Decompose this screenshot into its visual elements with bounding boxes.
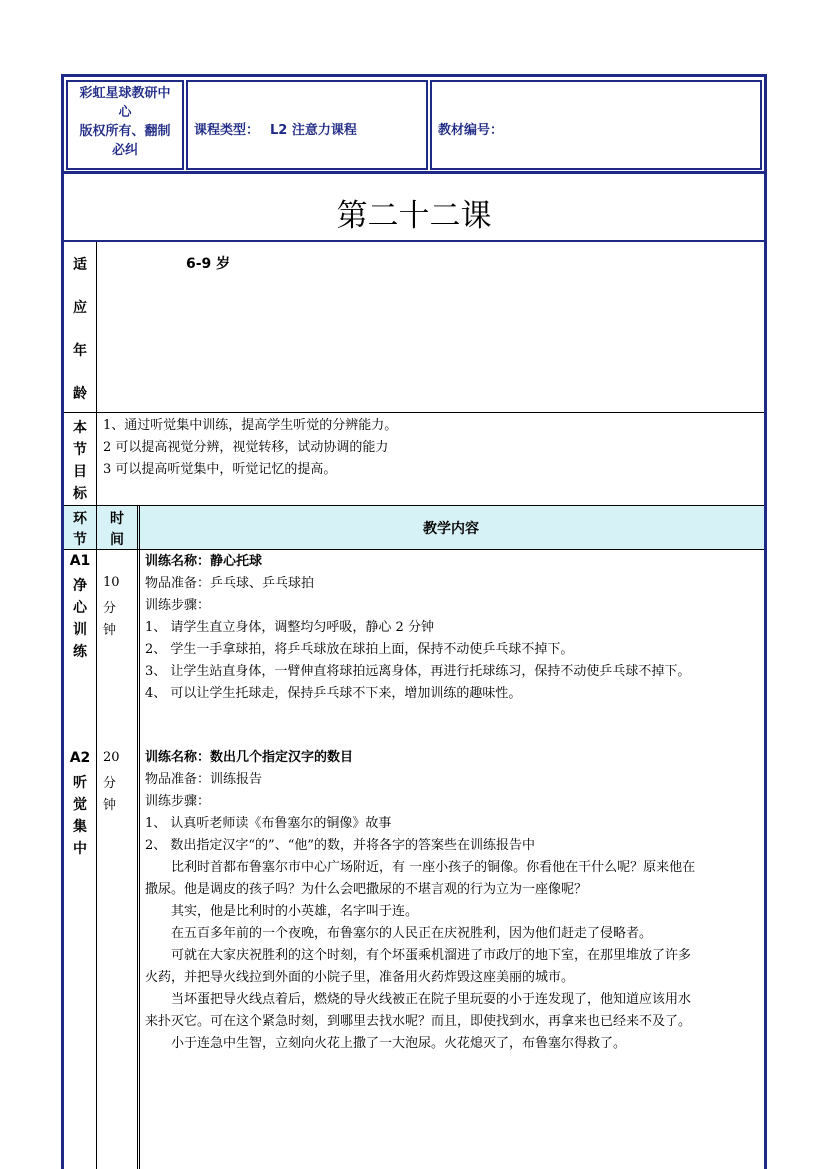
content-line: 4、 可以让学生托球走，保持乒乓球不下来，增加训练的趣味性。: [145, 686, 522, 701]
section-label-char: 心: [73, 600, 87, 616]
age-label-char: 龄: [73, 386, 87, 402]
table-header-col2: [97, 506, 137, 549]
section-label-char: 净: [73, 578, 87, 594]
content-line: 可就在大家庆祝胜利的这个时刻，有个坏蛋乘机溜进了市政厅的地下室，在那里堆放了许多: [145, 948, 692, 963]
section-a1-content: [145, 551, 690, 705]
content-line: 训练步骤：: [145, 794, 211, 809]
table-header-col3: 教学内容: [423, 521, 479, 537]
org-cell: [66, 80, 184, 170]
header-divider: [61, 171, 767, 174]
age-label-char: 适: [73, 257, 87, 273]
section-a2-content: [145, 747, 695, 1055]
content-line: 小于连急中生智，立刻向火花上撒了一大泡尿。火花熄灭了，布鲁塞尔得救了。: [145, 1036, 627, 1051]
time-char: 20: [103, 750, 120, 765]
goals-label-char: 本: [73, 420, 87, 436]
header-char: 环: [73, 511, 87, 527]
time-char: 分: [103, 776, 117, 791]
age-label: [64, 242, 96, 412]
content-line: 1、 请学生直立身体，调整均匀呼吸，静心 2 分钟: [145, 620, 434, 635]
content-line: 撒尿。他是调皮的孩子吗？为什么会吧撒尿的不堪言观的行为立为一座像呢？: [145, 882, 588, 897]
section-label-char: 觉: [73, 797, 87, 813]
org-line-2: 心: [118, 105, 132, 120]
goals-label: [64, 413, 96, 505]
content-line: 在五百多年前的一个夜晚，布鲁塞尔的人民正在庆祝胜利，因为他们赶走了侵略者。: [145, 926, 653, 941]
section-label-char: 中: [73, 841, 87, 857]
org-line-4: 必纠: [111, 143, 138, 158]
content-line: 2、 学生一手拿球拍，将乒乓球放在球拍上面，保持不动使乒乓球不掉下。: [145, 642, 574, 657]
time-char: 分: [103, 601, 117, 616]
content-line: 其实，他是比利时的小英雄，名字叫于连。: [145, 904, 419, 919]
col-line-3: [137, 506, 140, 1169]
age-divider: [64, 412, 764, 413]
course-type-value: L2 注意力课程: [270, 123, 357, 138]
section-label-char: 听: [73, 775, 87, 791]
lesson-title: 第二十二课: [336, 198, 492, 234]
content-line: 当坏蛋把导火线点着后，燃烧的导火线被正在院子里玩耍的小于连发现了，他知道应该用水: [145, 992, 692, 1007]
section-label-char: 练: [73, 644, 87, 660]
content-line: 火药，并把导火线拉到外面的小院子里，准备用火药炸毁这座美丽的城市。: [145, 970, 575, 985]
goal-item: 3 可以提高听觉集中，听觉记忆的提高。: [103, 462, 337, 477]
content-line: 物品准备：乒乓球、乒乓球拍: [145, 576, 315, 591]
org-line-1: 彩虹星球教研中: [79, 86, 171, 101]
goals-list: [103, 415, 397, 481]
content-line: 物品准备：训练报告: [145, 772, 263, 787]
age-value: 6-9 岁: [186, 256, 231, 272]
material-no-cell: [430, 80, 762, 170]
goals-label-char: 目: [73, 464, 87, 480]
goal-item: 2 可以提高视觉分辨，视觉转移，试动协调的能力: [103, 440, 389, 455]
header-char: 节: [73, 532, 87, 548]
goals-label-char: 标: [73, 486, 87, 502]
content-line: 1、 认真听老师读《布鲁塞尔的铜像》故事: [145, 816, 392, 831]
time-char: 钟: [103, 798, 117, 813]
section-label-char: A2: [69, 750, 91, 766]
col-line-1: [96, 242, 97, 1169]
time-char: 10: [103, 575, 120, 590]
goals-label-char: 节: [73, 442, 87, 458]
section-label-char: 训: [73, 622, 87, 638]
age-label-char: 应: [73, 300, 87, 316]
goal-item: 1、通过听觉集中训练，提高学生听觉的分辨能力。: [103, 418, 398, 433]
age-label-char: 年: [73, 343, 87, 359]
section-title: 训练名称：静心托球: [145, 554, 263, 569]
section-title: 训练名称：数出几个指定汉字的数目: [145, 750, 354, 765]
org-line-3: 版权所有、翻制: [79, 124, 171, 139]
time-char: 钟: [103, 623, 117, 638]
content-line: 来扑灭它。可在这个紧急时刻，到哪里去找水呢？而且，即使找到水，再拿来也已经来不及了。: [145, 1014, 692, 1029]
table-header-col1: [64, 506, 96, 549]
course-type-cell: [186, 80, 428, 170]
title-divider: [64, 240, 764, 242]
header-char: 间: [110, 532, 124, 548]
course-type-label: 课程类型：: [194, 123, 260, 138]
content-line: 比利时首都布鲁塞尔市中心广场附近，有 一座小孩子的铜像。你看他在干什么呢？原来他在: [145, 860, 696, 875]
content-line: 2、 数出指定汉字“的”、“他”的数，并将各字的答案些在训练报告中: [145, 838, 535, 853]
content-line: 训练步骤：: [145, 598, 211, 613]
header-char: 时: [110, 511, 124, 527]
table-header-divider: [64, 549, 764, 550]
material-no-label: 教材编号：: [438, 123, 504, 138]
content-line: 3、 让学生站直身体，一臂伸直将球拍远离身体，再进行托球练习，保持不动使乒乓球不掉下。: [145, 664, 691, 679]
section-label-char: A1: [69, 553, 91, 569]
section-label-char: 集: [73, 819, 87, 835]
